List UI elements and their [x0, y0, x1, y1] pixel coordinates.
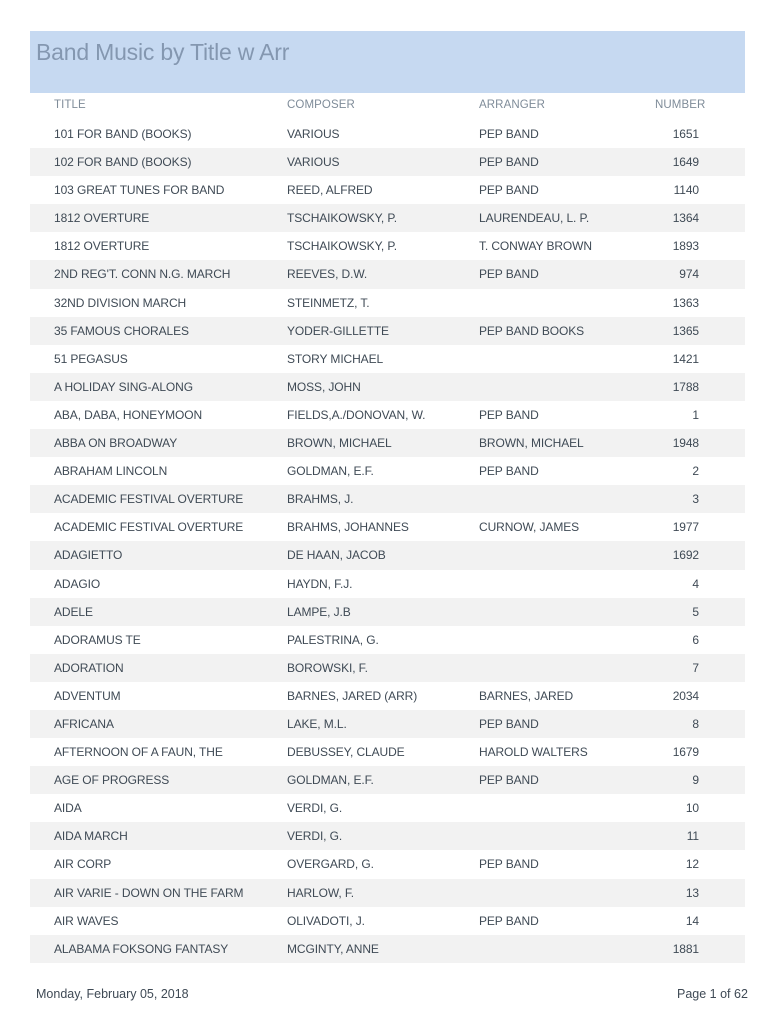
cell-composer: VARIOUS	[287, 127, 340, 141]
cell-arranger: PEP BAND	[479, 155, 539, 170]
table-row	[30, 766, 745, 794]
cell-composer: OLIVADOTI, J.	[287, 913, 365, 928]
cell-title: 2ND REG'T. CONN N.G. MARCH	[54, 267, 231, 282]
cell-number: 1948	[672, 436, 699, 451]
column-header-arranger: ARRANGER	[479, 99, 545, 111]
cell-number: 1364	[672, 211, 699, 226]
cell-composer: MCGINTY, ANNE	[287, 941, 379, 956]
cell-number: 2	[692, 464, 699, 479]
cell-number: 5	[692, 604, 699, 619]
table-row	[30, 373, 745, 401]
cell-composer: GOLDMAN, E.F.	[287, 773, 374, 788]
table-row	[30, 907, 745, 935]
table-row	[30, 204, 745, 232]
report-title: Band Music by Title w Arr	[36, 39, 290, 65]
cell-number: 9	[692, 773, 699, 788]
cell-composer: LAMPE, J.B	[287, 604, 351, 619]
cell-composer: REEVES, D.W.	[287, 267, 368, 282]
cell-number: 1	[692, 407, 699, 422]
table-row	[30, 485, 745, 513]
cell-arranger: PEP BAND	[479, 183, 539, 198]
cell-arranger: BROWN, MICHAEL	[479, 436, 584, 451]
cell-arranger: CURNOW, JAMES	[479, 520, 580, 535]
cell-number: 1421	[672, 351, 699, 366]
table-row	[30, 345, 745, 373]
cell-title: ACADEMIC FESTIVAL OVERTURE	[54, 520, 244, 535]
music-table-body	[30, 120, 745, 963]
table-row	[30, 401, 745, 429]
table-row	[30, 289, 745, 317]
cell-composer: DE HAAN, JACOB	[287, 548, 386, 563]
cell-title: ADELE	[54, 604, 93, 619]
cell-composer: REED, ALFRED	[287, 183, 373, 198]
table-row	[30, 935, 745, 963]
cell-number: 1649	[672, 155, 699, 170]
cell-arranger: PEP BAND BOOKS	[479, 323, 585, 338]
table-row	[30, 148, 745, 176]
table-row	[30, 850, 745, 878]
cell-number: 6	[692, 632, 699, 647]
cell-title: 102 FOR BAND (BOOKS)	[54, 155, 192, 170]
cell-composer: OVERGARD, G.	[287, 857, 374, 872]
cell-arranger: PEP BAND	[479, 407, 539, 422]
cell-composer: TSCHAIKOWSKY, P.	[287, 239, 397, 254]
cell-composer: PALESTRINA, G.	[287, 632, 379, 647]
cell-title: 51 PEGASUS	[54, 351, 128, 366]
table-row	[30, 317, 745, 345]
cell-composer: BOROWSKI, F.	[287, 660, 368, 675]
cell-number: 1365	[672, 323, 699, 338]
table-row	[30, 654, 745, 682]
cell-number: 1881	[672, 941, 699, 956]
column-header-composer: COMPOSER	[287, 99, 355, 111]
cell-number: 10	[685, 801, 699, 816]
cell-title: 32ND DIVISION MARCH	[54, 295, 187, 310]
cell-composer: YODER-GILLETTE	[287, 323, 389, 338]
cell-number: 14	[685, 913, 699, 928]
cell-title: 1812 OVERTURE	[54, 211, 150, 226]
cell-arranger: PEP BAND	[479, 127, 539, 141]
cell-title: 101 FOR BAND (BOOKS)	[54, 127, 192, 141]
table-row	[30, 457, 745, 485]
cell-number: 7	[692, 660, 699, 675]
table-row	[30, 710, 745, 738]
cell-title: ABRAHAM LINCOLN	[54, 464, 168, 479]
table-row	[30, 429, 745, 457]
cell-number: 1893	[672, 239, 699, 254]
cell-number: 974	[679, 267, 699, 282]
cell-arranger: LAURENDEAU, L. P.	[479, 211, 590, 226]
report-header	[30, 31, 745, 93]
cell-arranger: PEP BAND	[479, 913, 539, 928]
cell-title: ADAGIETTO	[54, 548, 123, 563]
cell-title: ALABAMA FOKSONG FANTASY	[54, 941, 229, 956]
cell-composer: BROWN, MICHAEL	[287, 436, 392, 451]
column-headers	[30, 93, 745, 119]
table-row	[30, 570, 745, 598]
cell-composer: HAYDN, F.J.	[287, 576, 353, 591]
cell-composer: VERDI, G.	[287, 829, 343, 844]
cell-number: 3	[692, 492, 699, 507]
table-row	[30, 822, 745, 850]
cell-arranger: HAROLD WALTERS	[479, 745, 588, 760]
cell-title: AIR CORP	[54, 857, 112, 872]
cell-arranger: T. CONWAY BROWN	[479, 239, 592, 254]
table-row	[30, 626, 745, 654]
cell-title: AFTERNOON OF A FAUN, THE	[54, 745, 223, 760]
cell-composer: GOLDMAN, E.F.	[287, 464, 374, 479]
cell-title: 1812 OVERTURE	[54, 239, 150, 254]
table-row	[30, 260, 745, 288]
table-row	[30, 794, 745, 822]
cell-number: 1363	[672, 295, 699, 310]
table-row	[30, 738, 745, 766]
table-row	[30, 879, 745, 907]
cell-number: 12	[685, 857, 699, 872]
cell-title: 103 GREAT TUNES FOR BAND	[54, 183, 225, 198]
table-row	[30, 598, 745, 626]
cell-arranger: PEP BAND	[479, 857, 539, 872]
column-header-number: NUMBER	[655, 99, 706, 111]
cell-number: 13	[685, 885, 699, 900]
cell-number: 4	[692, 576, 699, 591]
footer-date: Monday, February 05, 2018	[36, 987, 189, 1001]
cell-number: 2034	[672, 688, 699, 703]
table-row	[30, 232, 745, 260]
footer-page-number: Page 1 of 62	[677, 987, 748, 1001]
cell-title: ACADEMIC FESTIVAL OVERTURE	[54, 492, 244, 507]
cell-arranger: PEP BAND	[479, 773, 539, 788]
cell-number: 8	[692, 716, 699, 731]
cell-composer: VERDI, G.	[287, 801, 343, 816]
cell-composer: VARIOUS	[287, 155, 340, 170]
table-row	[30, 176, 745, 204]
cell-composer: MOSS, JOHN	[287, 379, 361, 394]
cell-composer: STORY MICHAEL	[287, 351, 384, 366]
cell-number: 1692	[672, 548, 699, 563]
cell-composer: BARNES, JARED (ARR)	[287, 688, 418, 703]
cell-title: ADAGIO	[54, 576, 101, 591]
cell-arranger: PEP BAND	[479, 267, 539, 282]
cell-title: AIDA	[54, 801, 82, 816]
cell-title: ADVENTUM	[54, 688, 121, 703]
table-row	[30, 541, 745, 569]
column-header-title: TITLE	[54, 99, 86, 111]
cell-title: AIDA MARCH	[54, 829, 128, 844]
cell-composer: STEINMETZ, T.	[287, 295, 370, 310]
cell-arranger: BARNES, JARED	[479, 688, 574, 703]
cell-title: 35 FAMOUS CHORALES	[54, 323, 189, 338]
cell-title: ADORATION	[54, 660, 124, 675]
cell-arranger: PEP BAND	[479, 464, 539, 479]
cell-number: 11	[686, 829, 699, 844]
cell-title: AIR WAVES	[54, 913, 119, 928]
cell-composer: DEBUSSEY, CLAUDE	[287, 745, 405, 760]
table-row	[30, 513, 745, 541]
cell-number: 1788	[672, 379, 699, 394]
cell-composer: BRAHMS, J.	[287, 492, 354, 507]
table-row	[30, 682, 745, 710]
cell-title: ADORAMUS TE	[54, 632, 141, 647]
cell-number: 1651	[672, 127, 699, 141]
cell-number: 1140	[673, 183, 699, 198]
cell-title: AFRICANA	[54, 716, 114, 731]
cell-title: AIR VARIE - DOWN ON THE FARM	[54, 885, 244, 900]
cell-composer: BRAHMS, JOHANNES	[287, 520, 409, 535]
cell-title: ABA, DABA, HONEYMOON	[54, 407, 203, 422]
cell-composer: TSCHAIKOWSKY, P.	[287, 211, 397, 226]
table-row	[30, 120, 745, 148]
cell-title: ABBA ON BROADWAY	[54, 436, 178, 451]
cell-title: AGE OF PROGRESS	[54, 773, 170, 788]
cell-number: 1679	[672, 745, 699, 760]
cell-arranger: PEP BAND	[479, 716, 539, 731]
cell-title: A HOLIDAY SING-ALONG	[54, 379, 193, 394]
cell-composer: FIELDS,A./DONOVAN, W.	[287, 407, 426, 422]
cell-number: 1977	[672, 520, 699, 535]
cell-composer: HARLOW, F.	[287, 885, 355, 900]
cell-composer: LAKE, M.L.	[287, 716, 347, 731]
